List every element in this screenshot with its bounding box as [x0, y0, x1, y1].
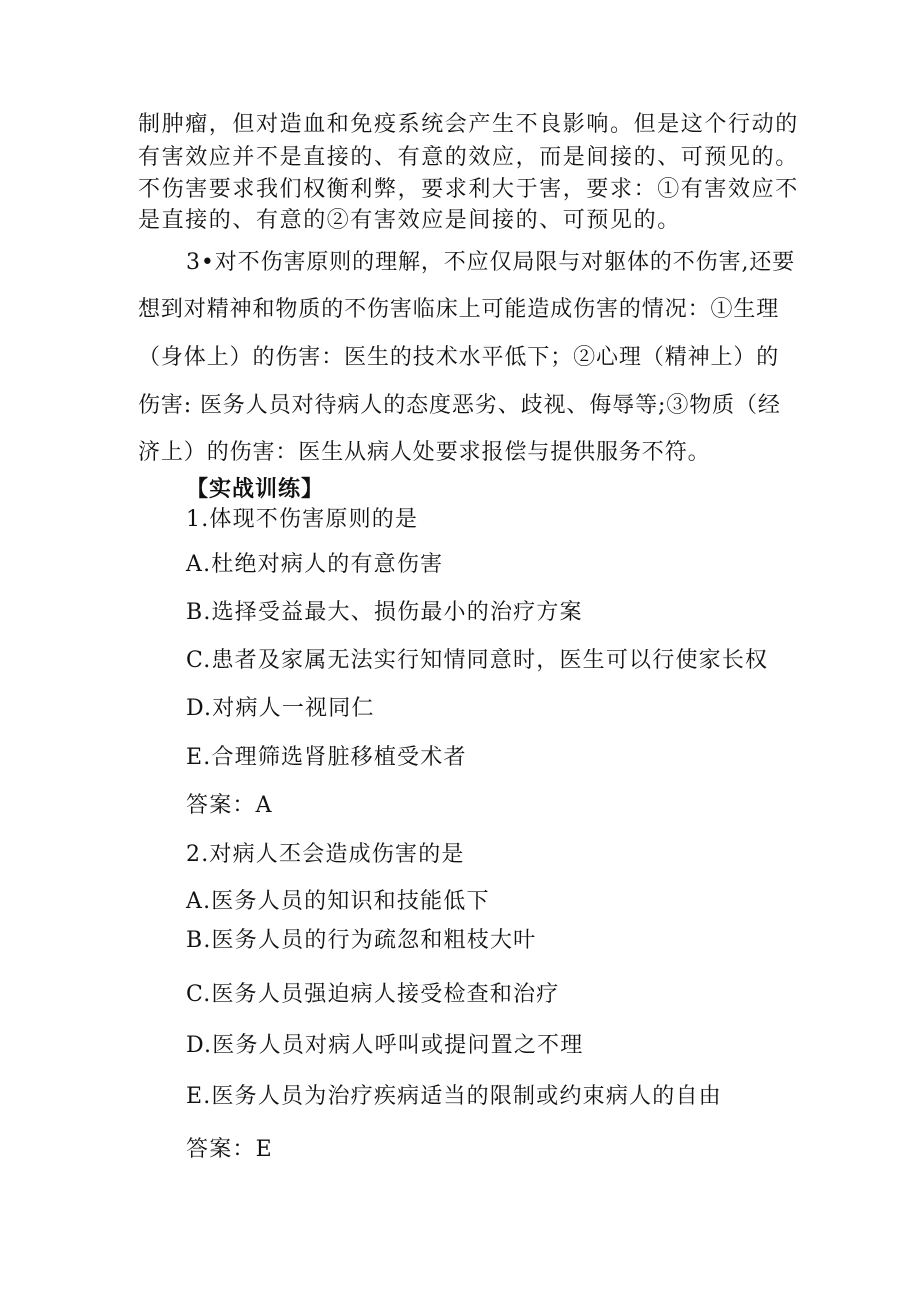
paragraph-2-line: 想到对精神和物质的不伤害临床上可能造成伤害的情况：①生理 — [138, 297, 780, 322]
question-answer: 答案：A — [186, 793, 273, 818]
paragraph-2-line: 伤害: 医务人员对待病人的态度恶劣、歧视、侮辱等;③物质（经 — [138, 393, 781, 418]
question-option: C.患者及家属无法实行知情同意时，医生可以行使家长权 — [186, 648, 769, 673]
question-option: B.选择受益最大、损伤最小的治疗方案 — [186, 600, 583, 625]
question-option: D.对病人一视同仁 — [186, 696, 375, 721]
paragraph-2-line: 3•对不伤害原则的理解，不应仅局限与对躯体的不伤害,还要 — [186, 250, 796, 275]
paragraph-1-line: 制肿瘤，但对造血和免疫系统会产生不良影响。但是这个行动的 — [138, 112, 799, 137]
question-option: A.医务人员的知识和技能低下 — [186, 889, 490, 914]
question-answer: 答案：E — [186, 1137, 273, 1162]
question-option: E.医务人员为治疗疾病适当的限制或约束病人的自由 — [186, 1084, 722, 1109]
question-option: C.医务人员强迫病人接受检查和治疗 — [186, 982, 560, 1007]
question-option: D.医务人员对病人呼叫或提问置之不理 — [186, 1033, 584, 1058]
paragraph-1-line: 有害效应并不是直接的、有意的效应，而是间接的、可预见的。 — [138, 145, 799, 170]
section-heading: 【实战训练】 — [186, 476, 325, 502]
question-stem: 1.体现不伤害原则的是 — [186, 507, 419, 532]
paragraph-2-line: （身体上）的伤害：医生的技术水平低下；②心理（精神上）的 — [138, 345, 780, 370]
paragraph-1-line: 不伤害要求我们权衡利弊，要求利大于害，要求：①有害效应不 — [138, 177, 799, 202]
question-stem: 2.对病人丕会造成伤害的是 — [186, 842, 465, 867]
question-option: B.医务人员的行为疏忽和粗枝大叶 — [186, 928, 537, 953]
question-option: A.杜绝对病人的有意伤害 — [186, 552, 444, 577]
question-option: E.合理筛选肾脏移植受术者 — [186, 745, 467, 770]
paragraph-2-line: 济上）的伤害：医生从病人处要求报偿与提供服务不符。 — [138, 440, 711, 465]
paragraph-1-line: 是直接的、有意的②有害效应是间接的、可预见的。 — [138, 208, 681, 233]
